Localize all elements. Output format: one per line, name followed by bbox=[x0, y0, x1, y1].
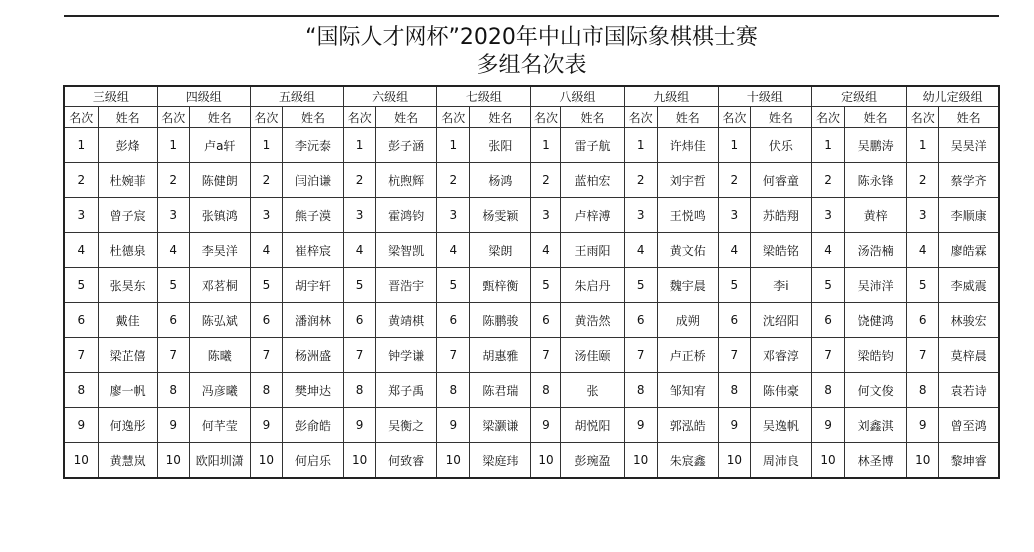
name-header: 姓名 bbox=[470, 107, 531, 128]
player-name-cell: 成朔 bbox=[657, 303, 718, 338]
player-name-cell: 张 bbox=[561, 373, 624, 408]
rank-cell: 3 bbox=[718, 198, 750, 233]
rank-cell: 5 bbox=[344, 268, 376, 303]
player-name-cell: 刘鑫淇 bbox=[845, 408, 907, 443]
player-name-cell: 胡悦阳 bbox=[561, 408, 624, 443]
player-name-cell: 张镇鸿 bbox=[189, 198, 250, 233]
player-name-cell: 潘润林 bbox=[282, 303, 343, 338]
group-header: 四级组 bbox=[157, 86, 250, 107]
rank-header: 名次 bbox=[344, 107, 376, 128]
rank-cell: 10 bbox=[531, 443, 561, 479]
player-name-cell: 张阳 bbox=[470, 128, 531, 163]
rank-cell: 7 bbox=[344, 338, 376, 373]
group-header: 六级组 bbox=[344, 86, 437, 107]
player-name-cell: 樊坤达 bbox=[282, 373, 343, 408]
rank-cell: 6 bbox=[437, 303, 470, 338]
rank-header: 名次 bbox=[624, 107, 657, 128]
rank-cell: 10 bbox=[157, 443, 189, 479]
player-name-cell: 黄靖棋 bbox=[376, 303, 437, 338]
column-header-row bbox=[64, 107, 999, 128]
rank-cell: 8 bbox=[250, 373, 282, 408]
player-name-cell: 朱宸鑫 bbox=[657, 443, 718, 479]
player-name-cell: 吴鹏涛 bbox=[845, 128, 907, 163]
rank-cell: 5 bbox=[64, 268, 98, 303]
player-name-cell: 莫梓晨 bbox=[939, 338, 999, 373]
rank-cell: 1 bbox=[344, 128, 376, 163]
player-name-cell: 何文俊 bbox=[845, 373, 907, 408]
rank-cell: 3 bbox=[811, 198, 844, 233]
rank-cell: 9 bbox=[437, 408, 470, 443]
rank-header: 名次 bbox=[64, 107, 98, 128]
name-header: 姓名 bbox=[561, 107, 624, 128]
rank-cell: 9 bbox=[624, 408, 657, 443]
player-name-cell: 廖皓霖 bbox=[939, 233, 999, 268]
player-name-cell: 何逸彤 bbox=[98, 408, 157, 443]
player-name-cell: 晋浩宇 bbox=[376, 268, 437, 303]
rank-cell: 8 bbox=[344, 373, 376, 408]
player-name-cell: 黄文佑 bbox=[657, 233, 718, 268]
rank-cell: 6 bbox=[64, 303, 98, 338]
table-row bbox=[64, 338, 999, 373]
rank-header: 名次 bbox=[907, 107, 939, 128]
page-subtitle: 多组名次表 bbox=[476, 53, 587, 78]
player-name-cell: 黄慧岚 bbox=[98, 443, 157, 479]
rank-cell: 2 bbox=[624, 163, 657, 198]
rank-cell: 5 bbox=[718, 268, 750, 303]
rank-cell: 8 bbox=[811, 373, 844, 408]
player-name-cell: 黄浩然 bbox=[561, 303, 624, 338]
player-name-cell: 廖一帆 bbox=[98, 373, 157, 408]
player-name-cell: 陈鹏骏 bbox=[470, 303, 531, 338]
name-header: 姓名 bbox=[657, 107, 718, 128]
player-name-cell: 蓝柏宏 bbox=[561, 163, 624, 198]
rank-cell: 5 bbox=[907, 268, 939, 303]
player-name-cell: 何致睿 bbox=[376, 443, 437, 479]
rank-cell: 1 bbox=[531, 128, 561, 163]
table-row bbox=[64, 408, 999, 443]
rank-cell: 8 bbox=[64, 373, 98, 408]
player-name-cell: 彭俞皓 bbox=[282, 408, 343, 443]
rank-cell: 4 bbox=[531, 233, 561, 268]
player-name-cell: 卢梓溥 bbox=[561, 198, 624, 233]
player-name-cell: 曾至鸿 bbox=[939, 408, 999, 443]
rank-cell: 1 bbox=[624, 128, 657, 163]
rank-cell: 3 bbox=[531, 198, 561, 233]
group-header: 八级组 bbox=[531, 86, 624, 107]
player-name-cell: 梁朗 bbox=[470, 233, 531, 268]
player-name-cell: 杨雯颖 bbox=[470, 198, 531, 233]
player-name-cell: 梁庭玮 bbox=[470, 443, 531, 479]
rank-cell: 10 bbox=[344, 443, 376, 479]
rank-cell: 3 bbox=[344, 198, 376, 233]
rank-cell: 2 bbox=[157, 163, 189, 198]
rank-cell: 2 bbox=[718, 163, 750, 198]
player-name-cell: 钟学谦 bbox=[376, 338, 437, 373]
name-header: 姓名 bbox=[98, 107, 157, 128]
rank-cell: 6 bbox=[157, 303, 189, 338]
table-row bbox=[64, 373, 999, 408]
rank-cell: 7 bbox=[157, 338, 189, 373]
rank-cell: 7 bbox=[64, 338, 98, 373]
rank-cell: 9 bbox=[64, 408, 98, 443]
rank-cell: 4 bbox=[718, 233, 750, 268]
player-name-cell: 邹知宥 bbox=[657, 373, 718, 408]
rank-cell: 10 bbox=[250, 443, 282, 479]
player-name-cell: 李沅泰 bbox=[282, 128, 343, 163]
player-name-cell: 杭煦辉 bbox=[376, 163, 437, 198]
player-name-cell: 刘宇哲 bbox=[657, 163, 718, 198]
rank-cell: 6 bbox=[907, 303, 939, 338]
rank-cell: 7 bbox=[624, 338, 657, 373]
rank-cell: 9 bbox=[811, 408, 844, 443]
name-header: 姓名 bbox=[189, 107, 250, 128]
player-name-cell: 汤浩楠 bbox=[845, 233, 907, 268]
rank-header: 名次 bbox=[250, 107, 282, 128]
rank-cell: 3 bbox=[907, 198, 939, 233]
player-name-cell: 杜德泉 bbox=[98, 233, 157, 268]
rank-cell: 6 bbox=[718, 303, 750, 338]
player-name-cell: 李昊洋 bbox=[189, 233, 250, 268]
rank-cell: 10 bbox=[907, 443, 939, 479]
player-name-cell: 王悦鸣 bbox=[657, 198, 718, 233]
rank-header: 名次 bbox=[718, 107, 750, 128]
rank-cell: 10 bbox=[811, 443, 844, 479]
player-name-cell: 杨洲盛 bbox=[282, 338, 343, 373]
player-name-cell: 吴昊洋 bbox=[939, 128, 999, 163]
player-name-cell: 戴佳 bbox=[98, 303, 157, 338]
rank-cell: 3 bbox=[437, 198, 470, 233]
rank-cell: 4 bbox=[907, 233, 939, 268]
group-header-row bbox=[64, 86, 999, 107]
player-name-cell: 邓睿淳 bbox=[750, 338, 811, 373]
rank-cell: 10 bbox=[718, 443, 750, 479]
player-name-cell: 梁芷僖 bbox=[98, 338, 157, 373]
player-name-cell: 陈永锋 bbox=[845, 163, 907, 198]
rank-cell: 9 bbox=[344, 408, 376, 443]
rank-cell: 1 bbox=[437, 128, 470, 163]
rank-cell: 7 bbox=[718, 338, 750, 373]
player-name-cell: 陈弘斌 bbox=[189, 303, 250, 338]
player-name-cell: 杜婉菲 bbox=[98, 163, 157, 198]
rank-cell: 6 bbox=[624, 303, 657, 338]
table-row bbox=[64, 268, 999, 303]
rank-cell: 10 bbox=[624, 443, 657, 479]
player-name-cell: 梁皓铭 bbox=[750, 233, 811, 268]
player-name-cell: 欧阳圳潇 bbox=[189, 443, 250, 479]
player-name-cell: 甄梓衡 bbox=[470, 268, 531, 303]
rank-cell: 4 bbox=[437, 233, 470, 268]
page-title: “国际人才网杯”2020年中山市国际象棋棋士赛 bbox=[305, 25, 758, 50]
player-name-cell: 彭琬盈 bbox=[561, 443, 624, 479]
rank-cell: 1 bbox=[907, 128, 939, 163]
rank-cell: 4 bbox=[64, 233, 98, 268]
rank-cell: 3 bbox=[250, 198, 282, 233]
table-row bbox=[64, 128, 999, 163]
rank-cell: 8 bbox=[718, 373, 750, 408]
rank-cell: 5 bbox=[250, 268, 282, 303]
rank-cell: 5 bbox=[624, 268, 657, 303]
rank-cell: 5 bbox=[811, 268, 844, 303]
rank-cell: 5 bbox=[157, 268, 189, 303]
rank-cell: 4 bbox=[250, 233, 282, 268]
rank-cell: 4 bbox=[811, 233, 844, 268]
name-header: 姓名 bbox=[282, 107, 343, 128]
player-name-cell: 彭子涵 bbox=[376, 128, 437, 163]
rank-cell: 6 bbox=[250, 303, 282, 338]
player-name-cell: 张昊东 bbox=[98, 268, 157, 303]
player-name-cell: 何睿童 bbox=[750, 163, 811, 198]
rank-cell: 4 bbox=[624, 233, 657, 268]
player-name-cell: 李威震 bbox=[939, 268, 999, 303]
rank-cell: 2 bbox=[344, 163, 376, 198]
rank-cell: 2 bbox=[250, 163, 282, 198]
table-row bbox=[64, 198, 999, 233]
rank-cell: 3 bbox=[64, 198, 98, 233]
player-name-cell: 陈健朗 bbox=[189, 163, 250, 198]
player-name-cell: 冯彦曦 bbox=[189, 373, 250, 408]
rank-cell: 2 bbox=[437, 163, 470, 198]
rank-cell: 9 bbox=[718, 408, 750, 443]
rank-cell: 2 bbox=[64, 163, 98, 198]
rank-cell: 7 bbox=[811, 338, 844, 373]
rank-cell: 7 bbox=[531, 338, 561, 373]
player-name-cell: 崔梓宸 bbox=[282, 233, 343, 268]
rank-header: 名次 bbox=[157, 107, 189, 128]
player-name-cell: 梁皓钧 bbox=[845, 338, 907, 373]
name-header: 姓名 bbox=[939, 107, 999, 128]
rank-cell: 1 bbox=[250, 128, 282, 163]
rank-cell: 9 bbox=[531, 408, 561, 443]
rank-cell: 3 bbox=[157, 198, 189, 233]
player-name-cell: 闫泊谦 bbox=[282, 163, 343, 198]
player-name-cell: 汤佳颐 bbox=[561, 338, 624, 373]
player-name-cell: 杨鸿 bbox=[470, 163, 531, 198]
player-name-cell: 陈曦 bbox=[189, 338, 250, 373]
player-name-cell: 邓茗桐 bbox=[189, 268, 250, 303]
rank-cell: 10 bbox=[437, 443, 470, 479]
rank-cell: 6 bbox=[531, 303, 561, 338]
player-name-cell: 林圣博 bbox=[845, 443, 907, 479]
player-name-cell: 郭泓皓 bbox=[657, 408, 718, 443]
player-name-cell: 卢正桥 bbox=[657, 338, 718, 373]
rank-cell: 8 bbox=[624, 373, 657, 408]
player-name-cell: 沈绍阳 bbox=[750, 303, 811, 338]
rank-cell: 8 bbox=[437, 373, 470, 408]
rank-cell: 1 bbox=[811, 128, 844, 163]
player-name-cell: 蔡学齐 bbox=[939, 163, 999, 198]
rank-cell: 2 bbox=[811, 163, 844, 198]
rank-cell: 5 bbox=[437, 268, 470, 303]
rank-cell: 1 bbox=[157, 128, 189, 163]
rank-header: 名次 bbox=[811, 107, 844, 128]
rank-cell: 2 bbox=[531, 163, 561, 198]
rank-cell: 1 bbox=[64, 128, 98, 163]
rank-header: 名次 bbox=[437, 107, 470, 128]
rank-cell: 7 bbox=[907, 338, 939, 373]
rank-cell: 6 bbox=[344, 303, 376, 338]
player-name-cell: 霍鸿钧 bbox=[376, 198, 437, 233]
table-row bbox=[64, 303, 999, 338]
player-name-cell: 魏宇晨 bbox=[657, 268, 718, 303]
player-name-cell: 郑子禹 bbox=[376, 373, 437, 408]
rank-cell: 8 bbox=[157, 373, 189, 408]
table-row bbox=[64, 233, 999, 268]
name-header: 姓名 bbox=[376, 107, 437, 128]
player-name-cell: 陈伟豪 bbox=[750, 373, 811, 408]
player-name-cell: 何启乐 bbox=[282, 443, 343, 479]
group-header: 五级组 bbox=[250, 86, 343, 107]
player-name-cell: 曾子宸 bbox=[98, 198, 157, 233]
rank-cell: 8 bbox=[531, 373, 561, 408]
player-name-cell: 黄梓 bbox=[845, 198, 907, 233]
player-name-cell: 梁智凯 bbox=[376, 233, 437, 268]
rank-cell: 1 bbox=[718, 128, 750, 163]
player-name-cell: 朱启丹 bbox=[561, 268, 624, 303]
player-name-cell: 袁若诗 bbox=[939, 373, 999, 408]
rank-header: 名次 bbox=[531, 107, 561, 128]
player-name-cell: 吴沛洋 bbox=[845, 268, 907, 303]
rank-cell: 7 bbox=[437, 338, 470, 373]
rank-cell: 9 bbox=[250, 408, 282, 443]
group-header: 十级组 bbox=[718, 86, 811, 107]
rank-cell: 4 bbox=[344, 233, 376, 268]
player-name-cell: 吴逸帆 bbox=[750, 408, 811, 443]
player-name-cell: 吴衡之 bbox=[376, 408, 437, 443]
player-name-cell: 何芊莹 bbox=[189, 408, 250, 443]
rank-cell: 3 bbox=[624, 198, 657, 233]
player-name-cell: 雷子航 bbox=[561, 128, 624, 163]
rank-cell: 10 bbox=[64, 443, 98, 479]
player-name-cell: 卢a轩 bbox=[189, 128, 250, 163]
player-name-cell: 王雨阳 bbox=[561, 233, 624, 268]
group-header: 幼儿定级组 bbox=[907, 86, 999, 107]
player-name-cell: 饶健鸿 bbox=[845, 303, 907, 338]
rank-cell: 7 bbox=[250, 338, 282, 373]
rank-cell: 8 bbox=[907, 373, 939, 408]
table-row bbox=[64, 163, 999, 198]
player-name-cell: 许炜佳 bbox=[657, 128, 718, 163]
rank-cell: 5 bbox=[531, 268, 561, 303]
rank-cell: 6 bbox=[811, 303, 844, 338]
player-name-cell: 梁灏谦 bbox=[470, 408, 531, 443]
rank-cell: 9 bbox=[157, 408, 189, 443]
rank-cell: 2 bbox=[907, 163, 939, 198]
group-header: 九级组 bbox=[624, 86, 718, 107]
player-name-cell: 黎坤睿 bbox=[939, 443, 999, 479]
rank-cell: 9 bbox=[907, 408, 939, 443]
table-row bbox=[64, 443, 999, 479]
top-rule bbox=[64, 15, 999, 17]
player-name-cell: 林骏宏 bbox=[939, 303, 999, 338]
rank-cell: 4 bbox=[157, 233, 189, 268]
player-name-cell: 陈君瑞 bbox=[470, 373, 531, 408]
name-header: 姓名 bbox=[750, 107, 811, 128]
group-header: 定级组 bbox=[811, 86, 906, 107]
player-name-cell: 胡宇轩 bbox=[282, 268, 343, 303]
name-header: 姓名 bbox=[845, 107, 907, 128]
group-header: 七级组 bbox=[437, 86, 531, 107]
player-name-cell: 苏皓翔 bbox=[750, 198, 811, 233]
player-name-cell: 熊子漠 bbox=[282, 198, 343, 233]
player-name-cell: 胡惠雅 bbox=[470, 338, 531, 373]
player-name-cell: 伏乐 bbox=[750, 128, 811, 163]
player-name-cell: 李顺康 bbox=[939, 198, 999, 233]
results-table bbox=[63, 85, 1000, 479]
player-name-cell: 彭烽 bbox=[98, 128, 157, 163]
player-name-cell: 李i bbox=[750, 268, 811, 303]
group-header: 三级组 bbox=[64, 86, 157, 107]
player-name-cell: 周沛良 bbox=[750, 443, 811, 479]
